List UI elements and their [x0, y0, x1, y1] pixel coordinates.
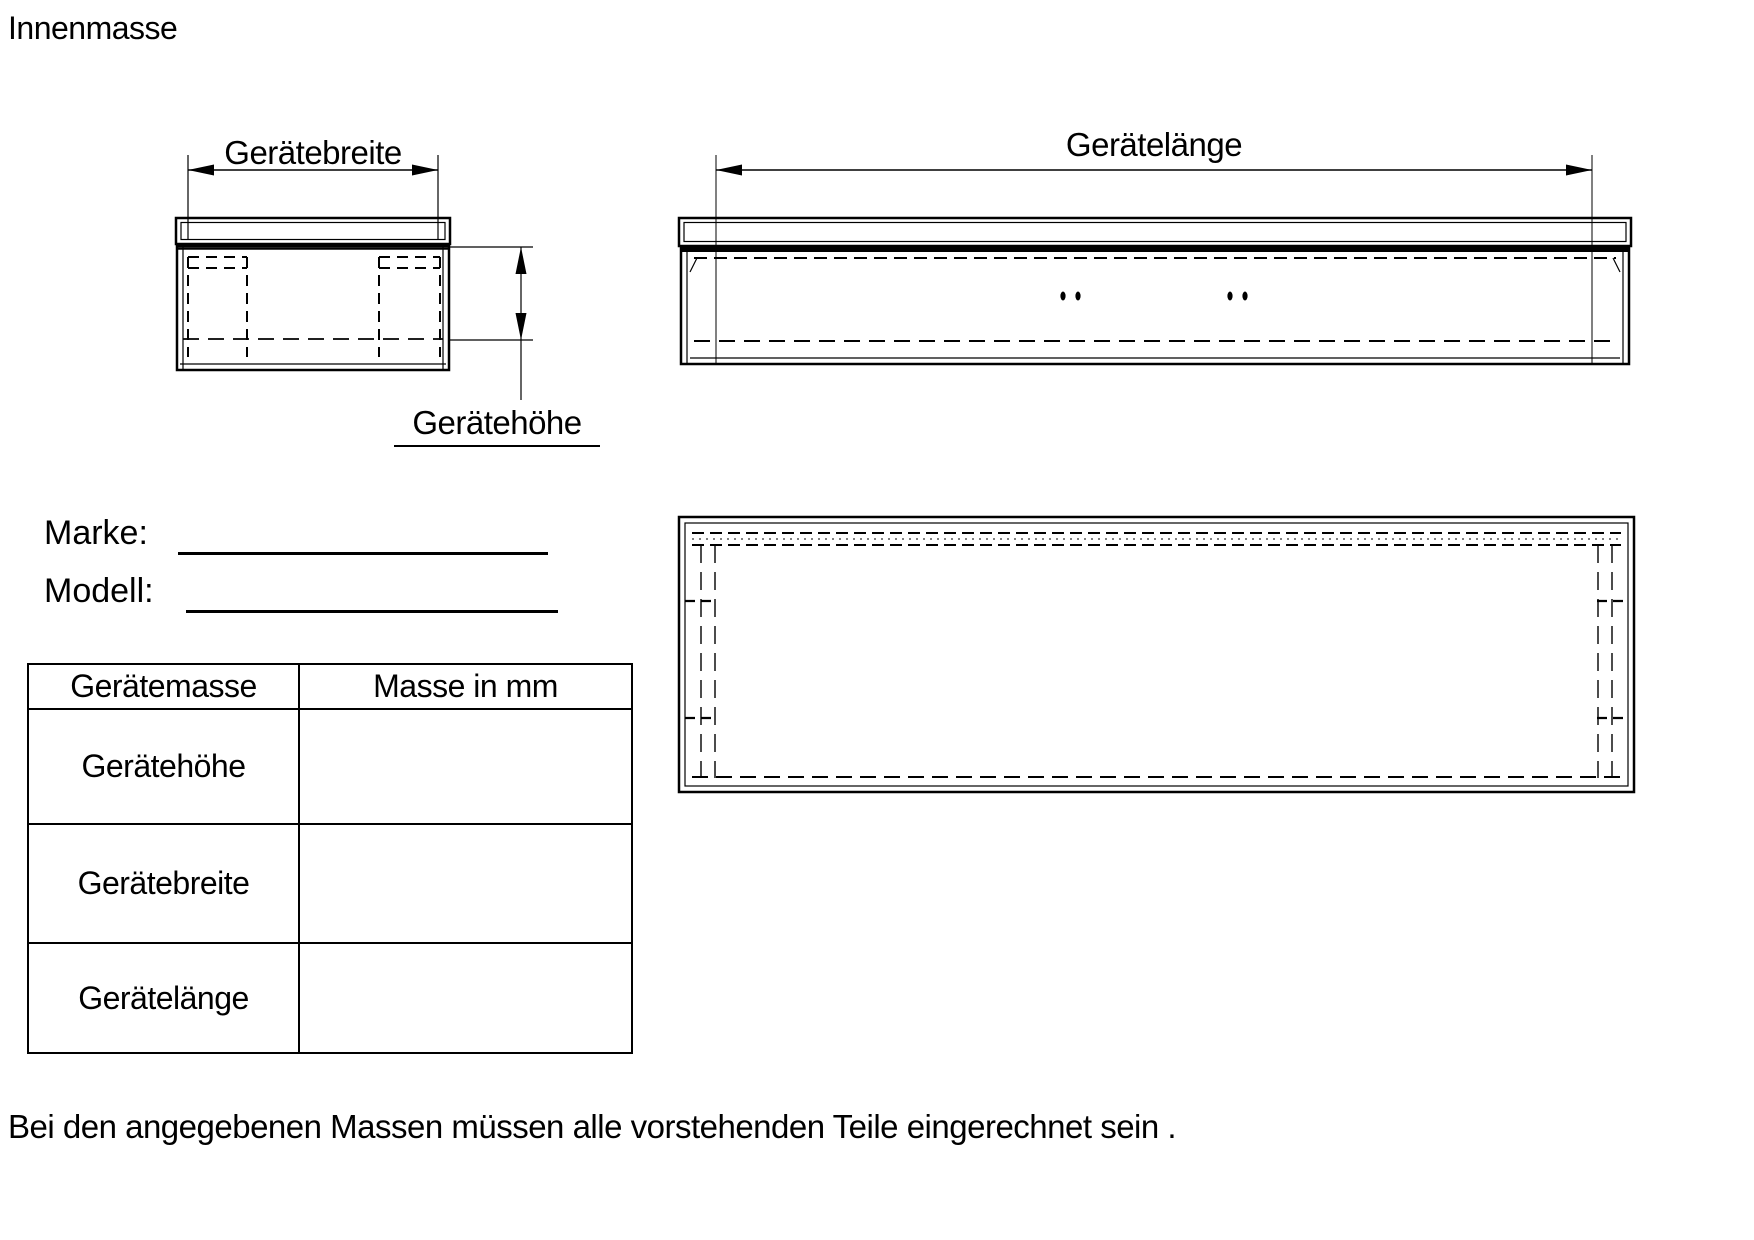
table-row-label: Gerätelänge [28, 943, 299, 1053]
front-view-drawing [176, 155, 533, 400]
height-dimension-label: Gerätehöhe [394, 404, 600, 447]
table-row-label: Gerätebreite [28, 824, 299, 943]
model-fill-line [186, 610, 558, 613]
model-field-label: Modell: [44, 572, 154, 610]
table-value-cell [299, 824, 632, 943]
table-row-label: Gerätehöhe [28, 709, 299, 824]
width-dimension-label: Gerätebreite [224, 134, 402, 171]
brand-fill-line [178, 552, 548, 555]
side-view-drawing [679, 155, 1631, 364]
table-header-row [28, 664, 632, 709]
table-header-measure: Gerätemasse [28, 664, 299, 709]
table-row [28, 709, 632, 824]
table-row [28, 824, 632, 943]
table-header-value: Masse in mm [299, 664, 632, 709]
footer-note: Bei den angegebenen Massen müssen alle vorstehenden Teile eingerechnet sein . [8, 1108, 1177, 1145]
top-view-drawing [679, 517, 1634, 792]
screw-hole-dots [1060, 292, 1247, 301]
brand-field-label: Marke: [44, 514, 148, 552]
page-title: Innenmasse [8, 10, 178, 46]
length-dimension-label: Gerätelänge [1065, 126, 1243, 163]
table-row [28, 943, 632, 1053]
table-value-cell [299, 709, 632, 824]
table-value-cell [299, 943, 632, 1053]
dimensions-table [27, 663, 633, 1054]
